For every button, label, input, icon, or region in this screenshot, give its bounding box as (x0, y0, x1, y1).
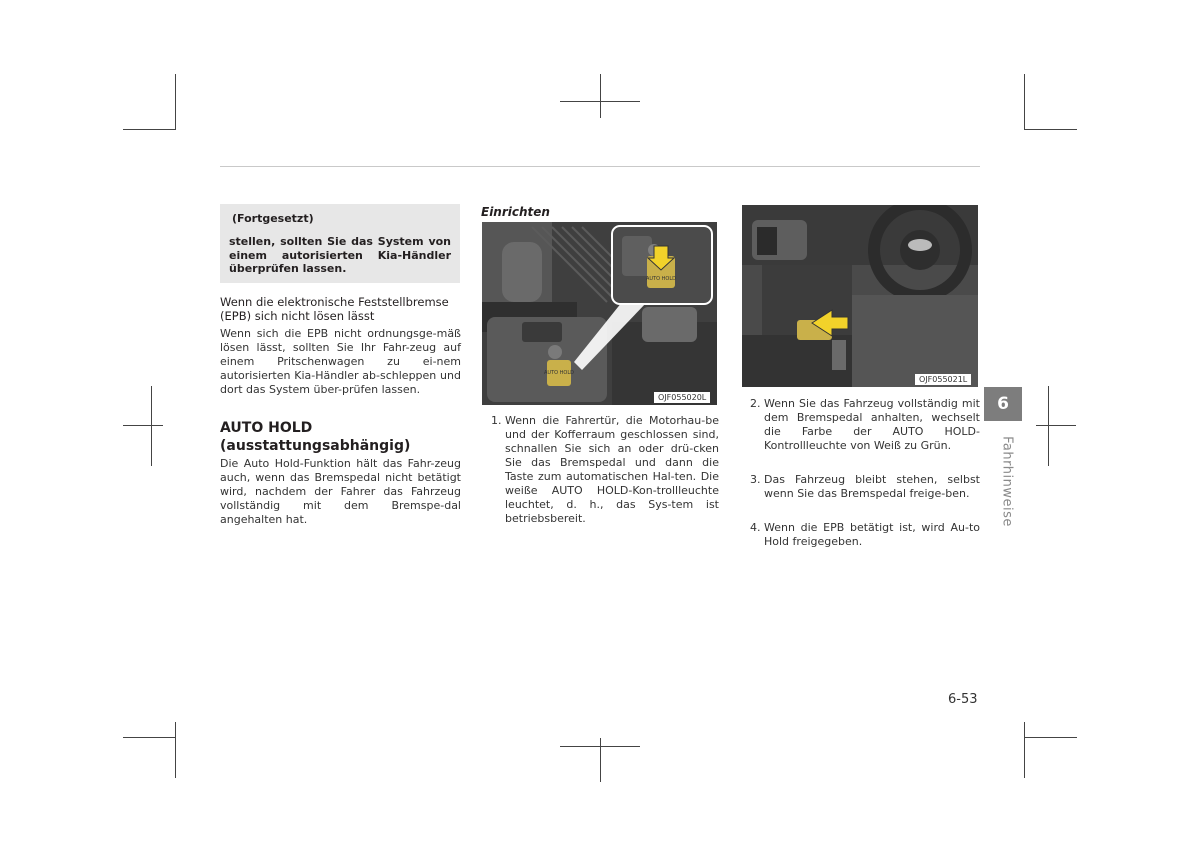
warning-continued-label: (Fortgesetzt) (232, 212, 314, 225)
crop-mark (123, 129, 176, 130)
list-item-number: 2. (750, 397, 761, 410)
crop-mark (560, 101, 640, 102)
crop-mark (123, 425, 163, 426)
list-item-text: Das Fahrzeug bleibt stehen, selbst wenn Sie das Bremspedal freige-ben. (764, 473, 980, 500)
auto-hold-body: Die Auto Hold-Funktion hält das Fahr-zeug auch, wenn das Bremspedal nicht betätigt wird, nachdem der Fahrer das Fahrzeug vollständig mit dem Bremspe-dal angehalten hat. (220, 457, 461, 526)
image-code-1: OJF055020L (654, 392, 710, 403)
list-item-number: 1. (491, 414, 502, 427)
crop-mark (1048, 386, 1049, 466)
list-item-text: Wenn die Fahrertür, die Motorhau-be und der Kofferraum geschlossen sind, schnallen Sie sich an oder drü-cken Sie das Bremspedal und dann die Taste zum automatischen Hal-ten. Die weiße AUTO HOLD-Kon-trollleuchte leuchtet, d. h., das Sys-tem ist betriebsbereit. (505, 414, 719, 525)
list-item-text: Wenn Sie das Fahrzeug vollständig mit dem Bremspedal anhalten, wechselt die Farbe der AUTO HOLD-Kontrollleuchte von Weiß zu Grün. (764, 397, 980, 452)
auto-hold-heading-line1: AUTO HOLD (220, 420, 313, 436)
list-item-text: Wenn die EPB betätigt ist, wird Au-to Hold freigegeben. (764, 521, 980, 548)
auto-hold-heading (220, 420, 470, 455)
crop-mark (1036, 425, 1076, 426)
auto-hold-button-small-label: AUTO HOLD (544, 370, 574, 376)
chapter-label (995, 432, 1015, 532)
crop-mark (1024, 722, 1025, 778)
page-number: 6-53 (948, 692, 978, 707)
list-item-number: 3. (750, 473, 761, 486)
crop-mark (1024, 74, 1025, 130)
console-illustration (482, 222, 717, 405)
chapter-tab: 6 (984, 387, 1022, 421)
crop-mark (1024, 129, 1077, 130)
crop-mark (175, 74, 176, 130)
crop-mark (600, 74, 601, 118)
warning-text: stellen, sollten Sie das System von einem autorisierten Kia-Händler überprüfen lassen. (229, 235, 451, 275)
crop-mark (151, 386, 152, 466)
crop-mark (560, 746, 640, 747)
epb-body: Wenn sich die EPB nicht ordnungsge-mäß lösen lässt, sollten Sie Ihr Fahr-zeug auf einem Pritschenwagen zu ei-nem autorisierten Kia-Händler ab-schleppen und dort das System über-prüfen lassen. (220, 327, 461, 396)
pedal-illustration (742, 205, 978, 387)
chapter-label-text: Fahrhinweise (999, 436, 1015, 527)
crop-mark (123, 737, 176, 738)
image-code-2: OJF055021L (915, 374, 971, 385)
auto-hold-heading-line2: (ausstattungsabhängig) (220, 437, 411, 454)
auto-hold-button-zoomed-label: AUTO HOLD (646, 276, 676, 282)
setup-heading: Einrichten (481, 205, 550, 219)
console-drawing (482, 222, 717, 405)
crop-mark (175, 722, 176, 778)
crop-mark (600, 738, 601, 782)
pedal-drawing (742, 205, 978, 387)
epb-heading: Wenn die elektronische Feststellbremse (EPB) sich nicht lösen lässt (220, 295, 449, 323)
crop-mark (1024, 737, 1077, 738)
list-item-number: 4. (750, 521, 761, 534)
header-rule (220, 166, 980, 167)
